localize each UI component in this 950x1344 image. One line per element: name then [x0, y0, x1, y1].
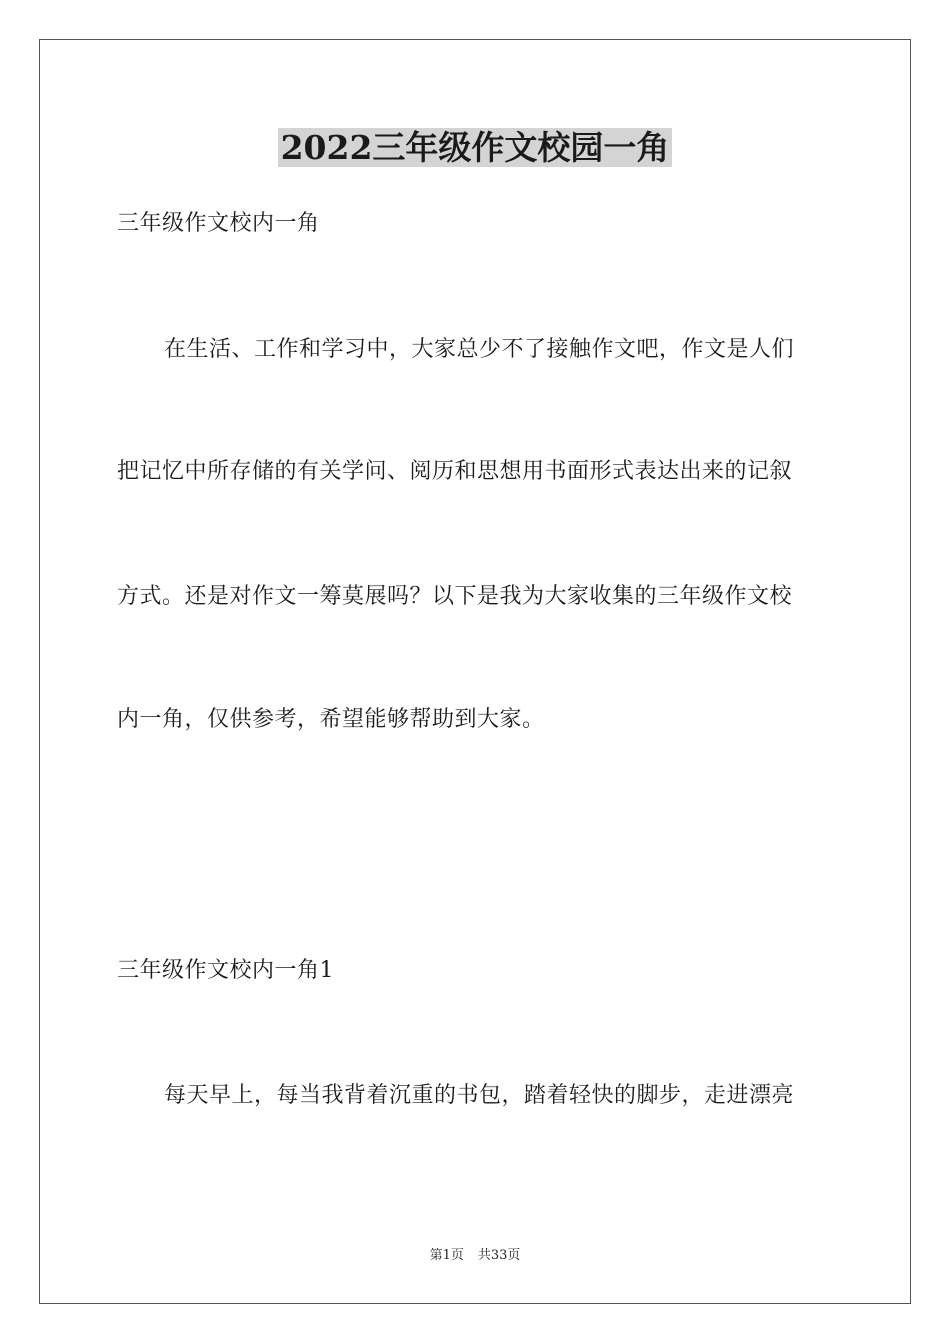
paragraph-line: 每天早上，每当我背着沉重的书包，踏着轻快的脚步，走进漂亮: [164, 1083, 795, 1108]
page-total: 共33页: [477, 1248, 521, 1263]
document-title-text: 2022三年级作文校园一角: [278, 128, 673, 167]
paragraph-line: 方式。还是对作文一筹莫展吗？以下是我为大家收集的三年级作文校: [117, 584, 793, 609]
paragraph-line: 在生活、工作和学习中，大家总少不了接触作文吧，作文是人们: [164, 337, 795, 362]
paragraph-line: 内一角，仅供参考，希望能够帮助到大家。: [117, 707, 545, 732]
page-number: 第1页: [429, 1248, 464, 1263]
document-title: [0, 124, 950, 172]
section-heading: 三年级作文校内一角1: [117, 958, 334, 983]
intro-heading: 三年级作文校内一角: [117, 211, 320, 236]
paragraph-line: 把记忆中所存储的有关学问、阅历和思想用书面形式表达出来的记叙: [117, 459, 793, 484]
page-footer: [0, 1247, 950, 1265]
